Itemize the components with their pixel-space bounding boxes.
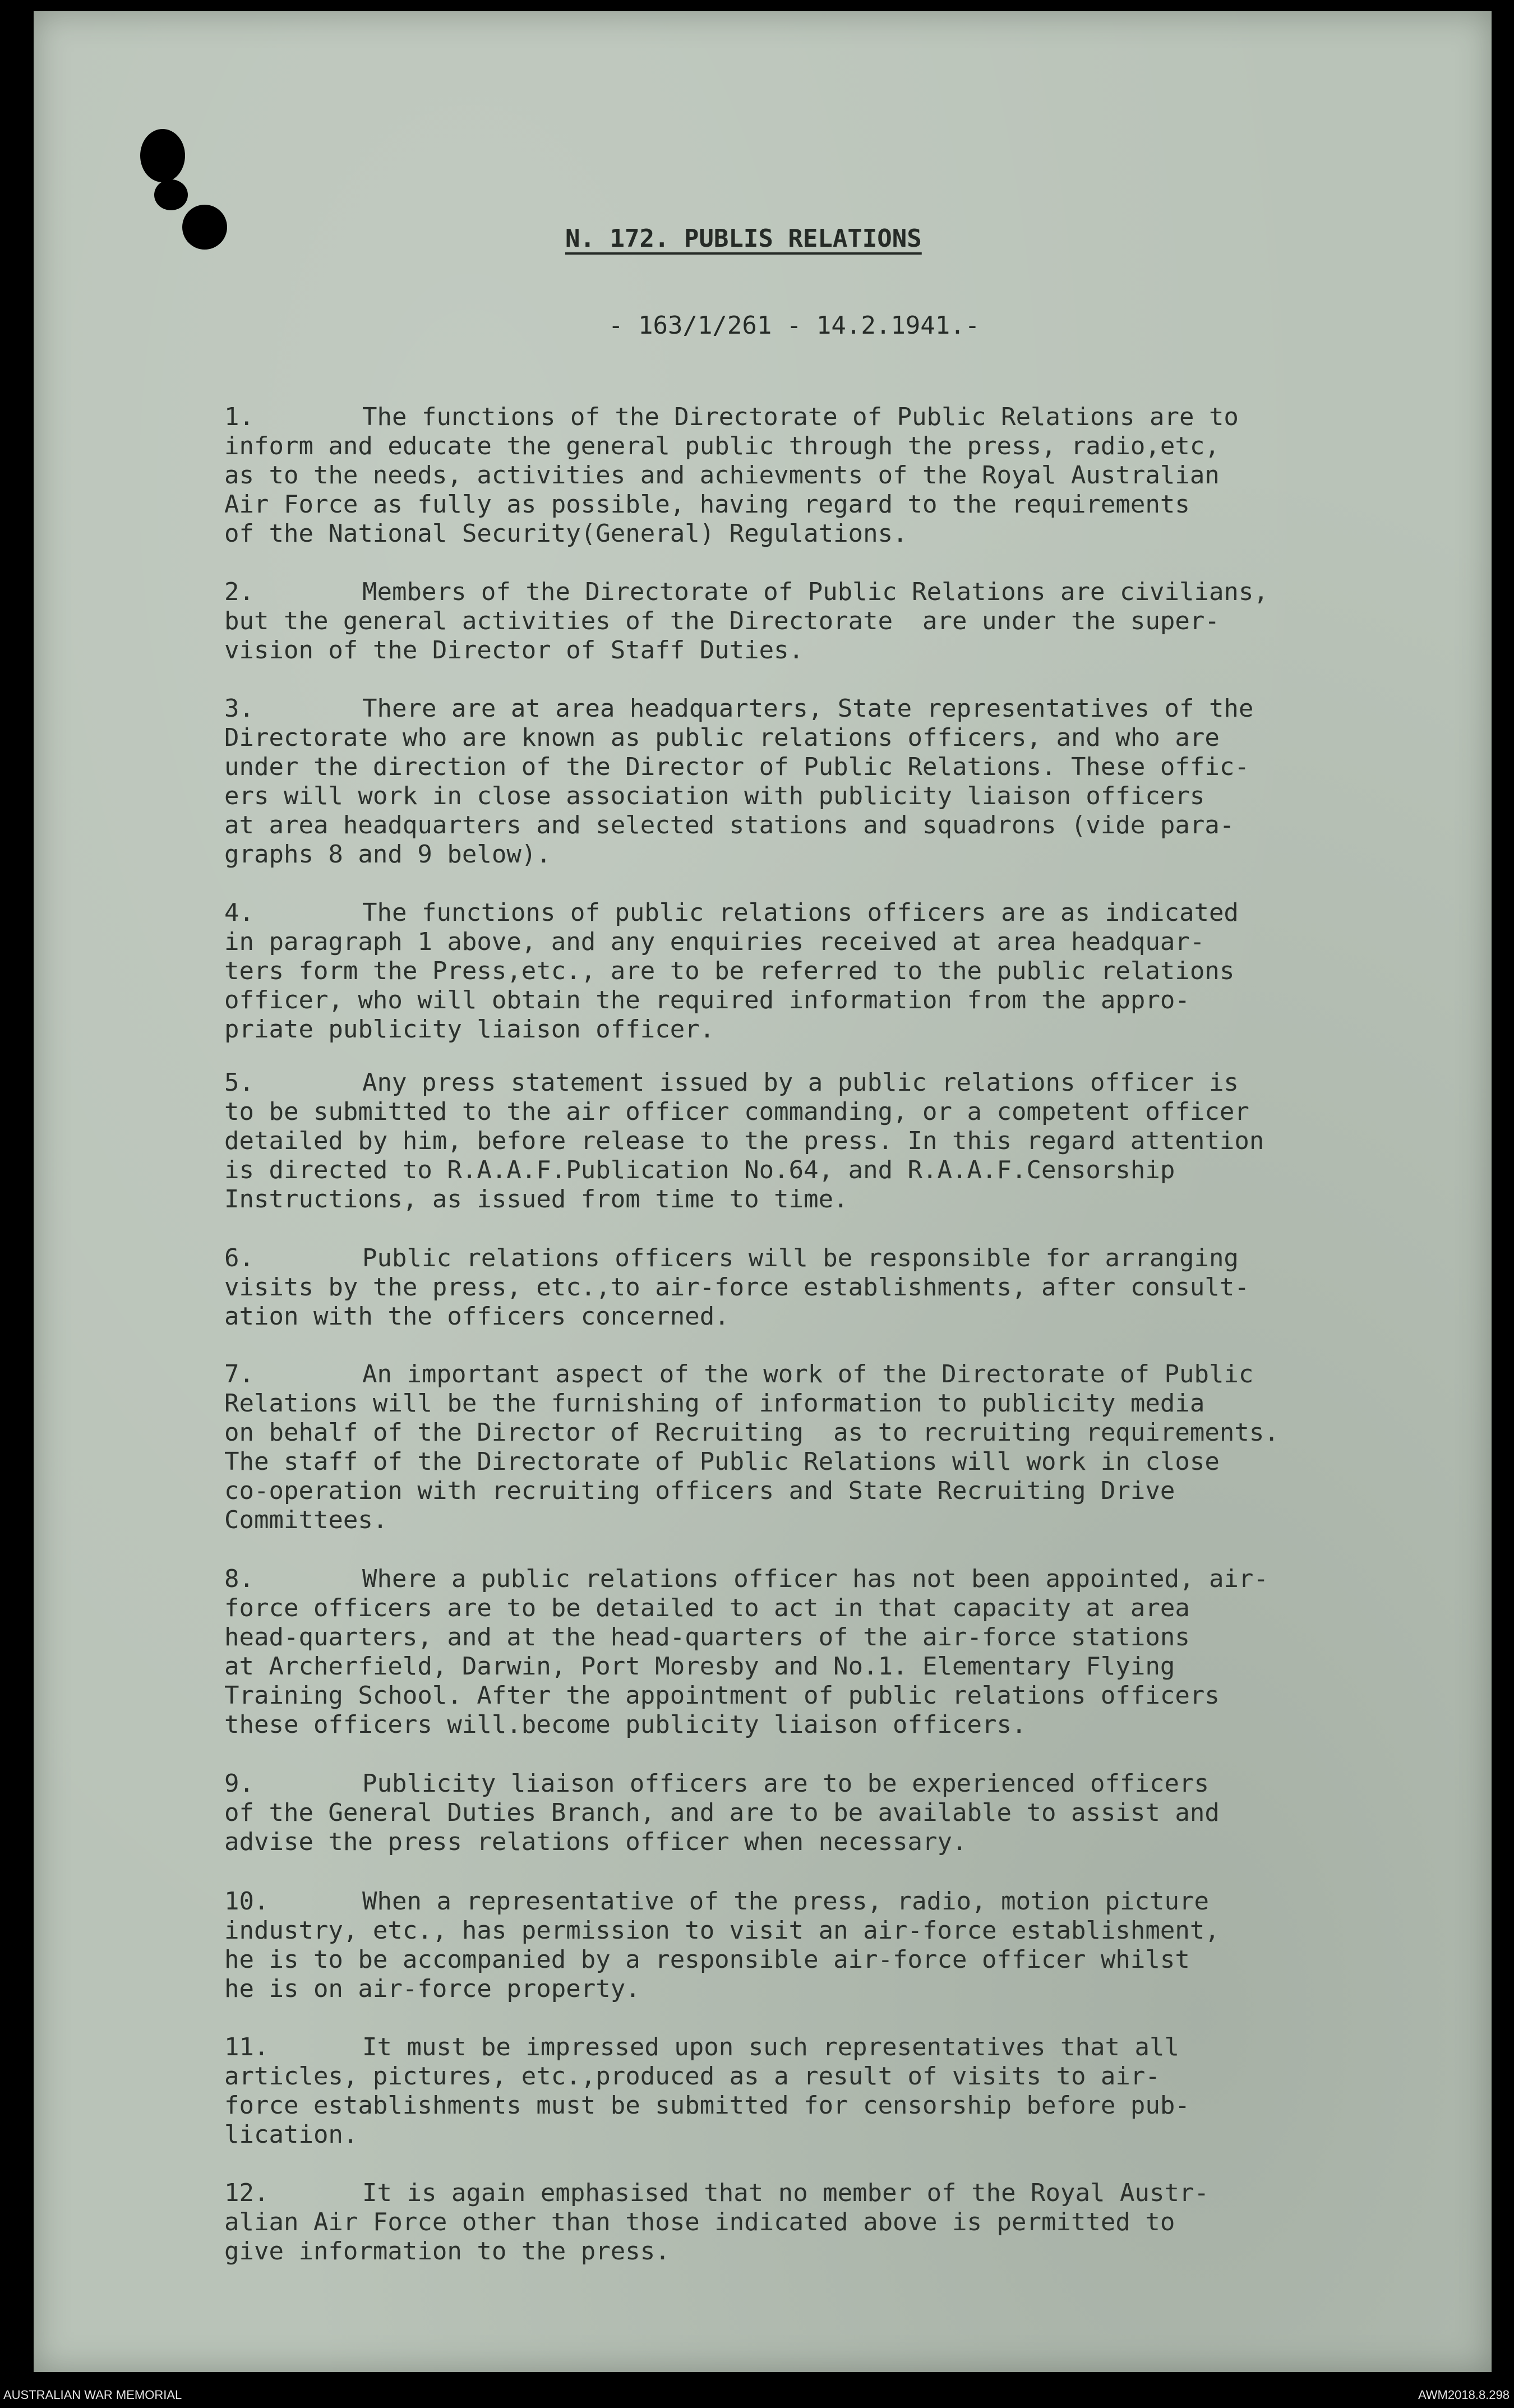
- paragraph-line: Directorate who are known as public relations officers, and who are: [224, 723, 1220, 752]
- paragraph-line: in paragraph 1 above, and any enquiries received at area headquar-: [224, 928, 1205, 956]
- paragraph-line: under the direction of the Director of Public Relations. These offic-: [224, 753, 1249, 781]
- paragraph-line: priate publicity liaison officer.: [224, 1015, 715, 1044]
- paragraph-line: force officers are to be detailed to act in that capacity at area: [224, 1594, 1190, 1622]
- punch-hole: [182, 205, 227, 250]
- paragraph-number: 9.: [224, 1769, 254, 1798]
- paragraph-line: but the general activities of the Directorate are under the super-: [224, 607, 1220, 635]
- paragraph-number: 4.: [224, 898, 254, 927]
- paragraph-number: 12.: [224, 2179, 269, 2207]
- paragraph-line: detailed by him, before release to the press. In this regard attention: [224, 1127, 1264, 1155]
- paragraph-10: [224, 1887, 1469, 2004]
- paragraph-line: ters form the Press,etc., are to be referred to the public relations: [224, 957, 1235, 985]
- paragraph-7: [224, 1360, 1469, 1535]
- paragraph-line: Training School. After the appointment of public relations officers: [224, 1681, 1220, 1710]
- paragraph-1: [224, 403, 1469, 548]
- footer-accession-number: AWM2018.8.298: [1418, 2388, 1510, 2402]
- paragraph-line: An important aspect of the work of the Directorate of Public: [362, 1360, 1254, 1388]
- paragraph-line: as to the needs, activities and achievments of the Royal Australian: [224, 461, 1220, 490]
- paragraph-3: [224, 694, 1469, 869]
- paragraph-number: 2.: [224, 578, 254, 606]
- punch-hole: [154, 179, 188, 210]
- paragraph-number: 6.: [224, 1244, 254, 1272]
- document-reference: - 163/1/261 - 14.2.1941.-: [608, 311, 980, 340]
- paragraph-4: [224, 898, 1469, 1044]
- paragraph-line: advise the press relations officer when necessary.: [224, 1828, 967, 1856]
- paragraph-line: It is again emphasised that no member of the Royal Austr-: [362, 2179, 1209, 2207]
- paragraph-line: to be submitted to the air officer commanding, or a competent officer: [224, 1097, 1249, 1126]
- paragraph-line: head-quarters, and at the head-quarters of the air-force stations: [224, 1623, 1190, 1652]
- paragraph-line: There are at area headquarters, State representatives of the: [362, 694, 1254, 723]
- paragraph-line: alian Air Force other than those indicated above is permitted to: [224, 2208, 1175, 2236]
- paragraph-line: ers will work in close association with publicity liaison officers: [224, 782, 1205, 810]
- paragraph-line: at Archerfield, Darwin, Port Moresby and No.1. Elementary Flying: [224, 1652, 1175, 1681]
- paragraph-line: The staff of the Directorate of Public Relations will work in close: [224, 1447, 1220, 1476]
- paragraph-line: The functions of the Directorate of Public Relations are to: [362, 403, 1239, 431]
- paragraph-5: [224, 1068, 1469, 1214]
- paragraph-line: When a representative of the press, radio, motion picture: [362, 1887, 1209, 1916]
- paragraph-number: 11.: [224, 2033, 269, 2061]
- paragraph-line: Any press statement issued by a public relations officer is: [362, 1068, 1239, 1097]
- paragraph-line: force establishments must be submitted for censorship before pub-: [224, 2091, 1190, 2120]
- paragraph-line: give information to the press.: [224, 2237, 670, 2266]
- paragraph-number: 7.: [224, 1360, 254, 1388]
- paragraph-line: Members of the Directorate of Public Relations are civilians,: [362, 578, 1268, 606]
- paragraph-line: articles, pictures, etc.,produced as a result of visits to air-: [224, 2062, 1160, 2091]
- paragraph-line: vision of the Director of Staff Duties.: [224, 636, 804, 665]
- paragraph-line: inform and educate the general public through the press, radio,etc,: [224, 432, 1220, 460]
- paragraph-line: Air Force as fully as possible, having regard to the requirements: [224, 490, 1190, 519]
- paragraph-number: 3.: [224, 694, 254, 723]
- paragraph-line: is directed to R.A.A.F.Publication No.64, and R.A.A.F.Censorship: [224, 1156, 1175, 1184]
- paragraph-number: 10.: [224, 1887, 269, 1916]
- paragraph-line: The functions of public relations officers are as indicated: [362, 898, 1239, 927]
- paragraph-line: visits by the press, etc.,to air-force establishments, after consult-: [224, 1273, 1249, 1302]
- paragraph-line: Committees.: [224, 1506, 388, 1534]
- paragraph-line: It must be impressed upon such representatives that all: [362, 2033, 1179, 2061]
- paragraph-line: at area headquarters and selected stations and squadrons (vide para-: [224, 811, 1235, 839]
- paragraph-line: Publicity liaison officers are to be experienced officers: [362, 1769, 1209, 1798]
- paragraph-line: he is on air-force property.: [224, 1975, 640, 2003]
- paragraph-6: [224, 1244, 1469, 1331]
- paragraph-line: officer, who will obtain the required information from the appro-: [224, 986, 1190, 1014]
- paragraph-line: on behalf of the Director of Recruiting as to recruiting requirements.: [224, 1418, 1279, 1447]
- paragraph-2: [224, 578, 1469, 665]
- punch-hole: [140, 129, 185, 182]
- paragraph-line: he is to be accompanied by a responsible air-force officer whilst: [224, 1945, 1190, 1974]
- paragraph-line: industry, etc., has permission to visit an air-force establishment,: [224, 1916, 1220, 1945]
- paragraph-11: [224, 2033, 1469, 2149]
- footer-institution: AUSTRALIAN WAR MEMORIAL: [3, 2388, 182, 2402]
- paragraph-number: 1.: [224, 403, 254, 431]
- paragraph-line: co-operation with recruiting officers and State Recruiting Drive: [224, 1477, 1175, 1505]
- paragraph-12: [224, 2179, 1469, 2266]
- paragraph-line: Relations will be the furnishing of information to publicity media: [224, 1389, 1205, 1418]
- paragraph-line: Instructions, as issued from time to time.: [224, 1185, 848, 1214]
- paragraph-9: [224, 1769, 1469, 1857]
- paragraph-line: ation with the officers concerned.: [224, 1302, 730, 1331]
- paragraph-line: lication.: [224, 2120, 358, 2149]
- paragraph-8: [224, 1565, 1469, 1740]
- paragraph-number: 8.: [224, 1565, 254, 1593]
- paragraph-line: these officers will.become publicity liaison officers.: [224, 1710, 1027, 1739]
- paragraph-line: of the General Duties Branch, and are to be available to assist and: [224, 1798, 1220, 1827]
- document-title: N. 172. PUBLIS RELATIONS: [565, 224, 922, 253]
- paragraph-line: graphs 8 and 9 below).: [224, 840, 551, 869]
- paragraph-number: 5.: [224, 1068, 254, 1097]
- paragraph-line: Where a public relations officer has not been appointed, air-: [362, 1565, 1268, 1593]
- paragraph-line: Public relations officers will be responsible for arranging: [362, 1244, 1239, 1272]
- paragraph-line: of the National Security(General) Regulations.: [224, 519, 908, 548]
